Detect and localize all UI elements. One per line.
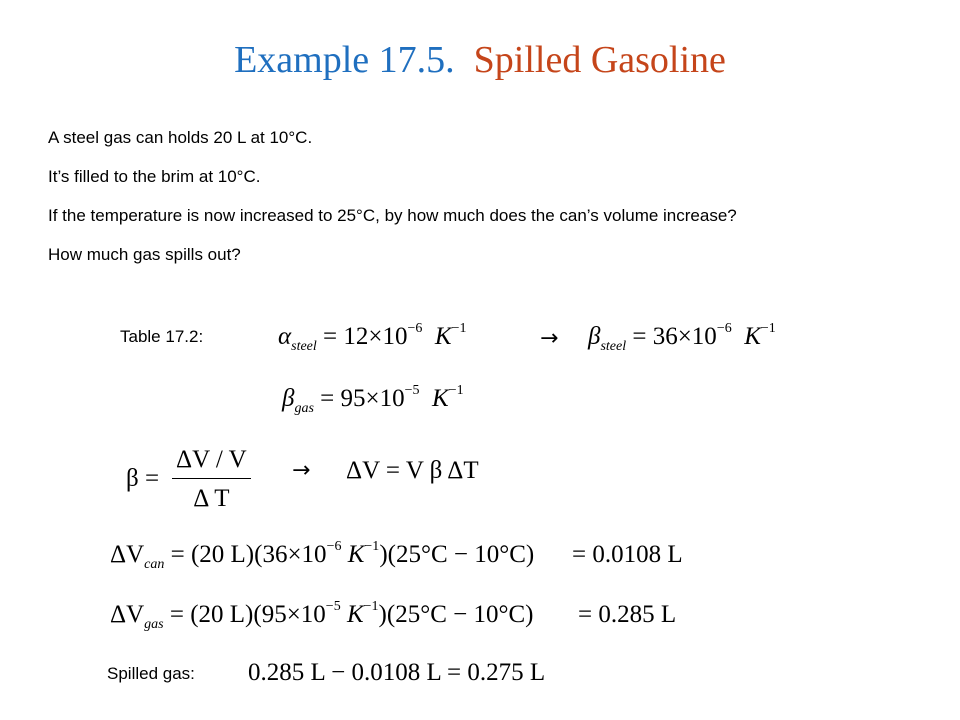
table-label: Table 17.2: — [120, 327, 204, 346]
alpha-symbol: α — [278, 323, 292, 350]
right-arrow-icon: → — [292, 458, 311, 483]
beta-gas-value: = 95×10 — [320, 385, 405, 412]
beta-gas-equation — [282, 384, 464, 416]
problem-line-3: If the temperature is now increased to 25°C, by how much does the can’s volume increase? — [48, 206, 737, 225]
dv-gas-subscript: gas — [144, 617, 164, 632]
beta-gas-exponent: −5 — [404, 383, 420, 398]
dv-gas-k: K — [346, 601, 364, 628]
beta-steel-equation — [588, 322, 776, 354]
dv-relation-equation: ΔV = V β ΔT — [346, 457, 479, 484]
dv-can-body: = (20 L)(36×10 — [170, 541, 327, 568]
dv-gas-lhs: ΔV — [110, 601, 145, 628]
dv-can-subscript: can — [144, 557, 165, 572]
dv-gas-equation — [110, 600, 533, 632]
alpha-unit: K — [434, 323, 452, 350]
beta-steel-unit-exponent: −1 — [760, 321, 776, 336]
title-example-number: Example 17.5. — [234, 39, 455, 81]
beta-steel-value: = 36×10 — [632, 323, 717, 350]
dv-gas-k-exponent: −1 — [363, 599, 379, 614]
beta-definition-fraction — [172, 446, 251, 513]
alpha-subscript: steel — [291, 339, 317, 354]
dv-can-equation — [110, 540, 534, 572]
right-arrow-icon: → — [540, 326, 559, 351]
spilled-gas-label: Spilled gas: — [107, 664, 195, 683]
beta-steel-unit: K — [744, 323, 761, 350]
fraction-denominator: Δ T — [193, 485, 230, 512]
dv-can-tail: )(25°C − 10°C) — [379, 541, 535, 568]
beta-steel-symbol: β — [588, 323, 601, 350]
problem-line-4: How much gas spills out? — [48, 245, 241, 264]
problem-line-2: It’s filled to the brim at 10°C. — [48, 167, 261, 186]
problem-line-1: A steel gas can holds 20 L at 10°C. — [48, 128, 313, 147]
beta-definition-lhs: β = — [126, 465, 160, 492]
fraction-numerator: ΔV / V — [172, 446, 251, 479]
beta-gas-subscript: gas — [294, 401, 314, 416]
beta-gas-unit-exponent: −1 — [448, 383, 464, 398]
alpha-steel-equation — [278, 322, 466, 354]
beta-gas-symbol: β — [282, 385, 295, 412]
beta-steel-exponent: −6 — [716, 321, 732, 336]
beta-gas-unit: K — [432, 385, 449, 412]
dv-gas-exponent: −5 — [325, 599, 341, 614]
dv-can-exponent: −6 — [326, 539, 342, 554]
alpha-exponent: −6 — [407, 321, 423, 336]
dv-gas-result: = 0.285 L — [578, 601, 677, 628]
dv-gas-body: = (20 L)(95×10 — [169, 601, 326, 628]
dv-gas-tail: )(25°C − 10°C) — [378, 601, 534, 628]
dv-can-k: K — [347, 541, 365, 568]
dv-can-result: = 0.0108 L — [572, 541, 683, 568]
spilled-gas-equation: 0.285 L − 0.0108 L = 0.275 L — [248, 659, 546, 686]
beta-steel-subscript: steel — [600, 339, 627, 354]
dv-can-lhs: ΔV — [110, 541, 145, 568]
title-topic: Spilled Gasoline — [473, 39, 726, 81]
alpha-value: = 12×10 — [323, 323, 408, 350]
slide-title — [0, 38, 960, 82]
alpha-unit-exponent: −1 — [451, 321, 467, 336]
dv-can-k-exponent: −1 — [364, 539, 380, 554]
